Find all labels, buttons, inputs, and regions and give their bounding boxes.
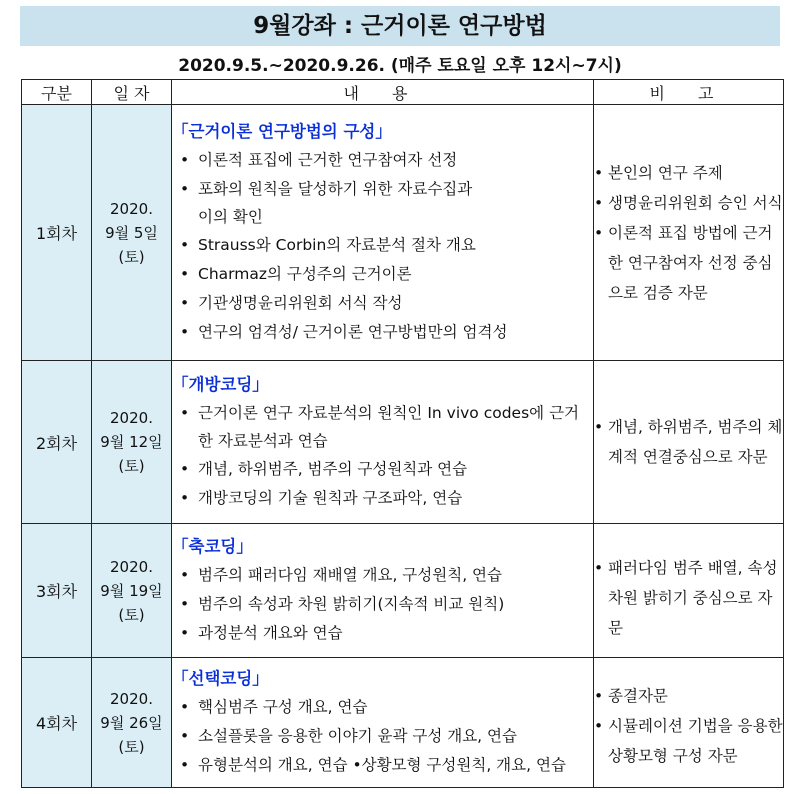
date-weekday: (토) <box>118 457 145 475</box>
note-list <box>594 412 783 472</box>
content-cell <box>172 105 594 361</box>
note-item: • 생명윤리위원회 승인 서식 <box>594 188 783 218</box>
column-header-date: 일 자 <box>92 80 172 105</box>
note-list <box>594 681 783 771</box>
list-item: • 이론적 표집에 근거한 연구참여자 선정 <box>172 146 593 175</box>
list-item: • 연구의 엄격성/ 근거이론 연구방법만의 엄격성 <box>172 318 593 347</box>
list-item: • 범주의 속성과 차원 밝히기(지속적 비교 원칙) <box>172 590 593 619</box>
list-item: • 범주의 패러다임 재배열 개요, 구성원칙, 연습 <box>172 561 593 590</box>
page-title: 9월강좌 : 근거이론 연구방법 <box>20 6 780 46</box>
date-weekday: (토) <box>118 605 145 624</box>
list-item: • 유형분석의 개요, 연습 •상황모형 구성원칙, 개요, 연습 <box>172 751 593 779</box>
list-item: • 기관생명윤리위원회 서식 작성 <box>172 289 593 318</box>
note-item: • 패러다임 범주 배열, 속성 차원 밝히기 중심으로 자문 <box>594 553 783 643</box>
note-item: • 종결자문 <box>594 681 783 711</box>
note-cell <box>594 361 784 524</box>
list-item: • Strauss와 Corbin의 자료분석 절차 개요 <box>172 231 593 260</box>
note-cell <box>594 524 784 658</box>
content-list <box>172 693 593 779</box>
table-row <box>22 105 784 361</box>
content-cell <box>172 658 594 788</box>
list-item: • 소설플롯을 응용한 이야기 윤곽 구성 개요, 연습 <box>172 722 593 751</box>
date-year: 2020. <box>110 409 153 427</box>
section-title: 「선택코딩」 <box>172 669 269 688</box>
list-item: • Charmaz의 구성주의 근거이론 <box>172 260 593 289</box>
session-cell: 4회차 <box>22 658 92 788</box>
session-cell: 3회차 <box>22 524 92 658</box>
note-list <box>594 553 783 643</box>
note-cell <box>594 105 784 361</box>
section-title: 「개방코딩」 <box>172 374 269 394</box>
date-day: 9월 12일 <box>100 433 163 451</box>
date-weekday: (토) <box>118 247 145 266</box>
date-year: 2020. <box>110 557 153 576</box>
date-year: 2020. <box>110 199 153 218</box>
date-year: 2020. <box>110 689 153 708</box>
date-day: 9월 26일 <box>100 713 163 732</box>
table-row <box>22 658 784 788</box>
table-header-row <box>22 80 784 105</box>
content-cell <box>172 524 594 658</box>
date-cell <box>92 105 172 361</box>
column-header-session: 구분 <box>22 80 92 105</box>
note-item: • 이론적 표집 방법에 근거한 연구참여자 선정 중심으로 검증 자문 <box>594 218 783 308</box>
schedule-period: 2020.9.5.~2020.9.26. (매주 토요일 오후 12시~7시) <box>178 56 622 76</box>
list-item: • 과정분석 개요와 연습 <box>172 619 593 648</box>
content-cell <box>172 361 594 524</box>
date-cell <box>92 361 172 524</box>
date-weekday: (토) <box>118 737 145 756</box>
date-day: 9월 19일 <box>100 581 163 600</box>
table-row <box>22 524 784 658</box>
list-item: • 근거이론 연구 자료분석의 원칙인 In vivo codes에 근거한 자료분석과 연습 <box>172 399 593 455</box>
note-item: • 개념, 하위범주, 범주의 체계적 연결중심으로 자문 <box>594 412 783 472</box>
list-item: • 개방코딩의 기술 원칙과 구조파악, 연습 <box>172 484 593 513</box>
session-cell: 1회차 <box>22 105 92 361</box>
note-cell <box>594 658 784 788</box>
schedule-table <box>21 79 784 788</box>
content-list <box>172 146 593 347</box>
list-item: • 개념, 하위범주, 범주의 구성원칙과 연습 <box>172 455 593 484</box>
table-row <box>22 361 784 524</box>
note-item: • 시뮬레이션 기법을 응용한 상황모형 구성 자문 <box>594 711 783 771</box>
content-list <box>172 561 593 648</box>
note-item: • 본인의 연구 주제 <box>594 158 783 188</box>
list-item: • 핵심범주 구성 개요, 연습 <box>172 693 593 722</box>
note-list <box>594 158 783 308</box>
content-list <box>172 399 593 513</box>
session-cell: 2회차 <box>22 361 92 524</box>
list-item: • 포화의 원칙을 달성하기 위한 자료수집과 이의 확인 <box>172 175 593 231</box>
column-header-note: 비 고 <box>594 80 784 105</box>
date-day: 9월 5일 <box>105 223 158 242</box>
section-title: 「근거이론 연구방법의 구성」 <box>172 121 392 141</box>
date-cell <box>92 658 172 788</box>
section-title: 「축코딩」 <box>172 536 253 556</box>
date-cell <box>92 524 172 658</box>
column-header-content: 내 용 <box>172 80 594 105</box>
